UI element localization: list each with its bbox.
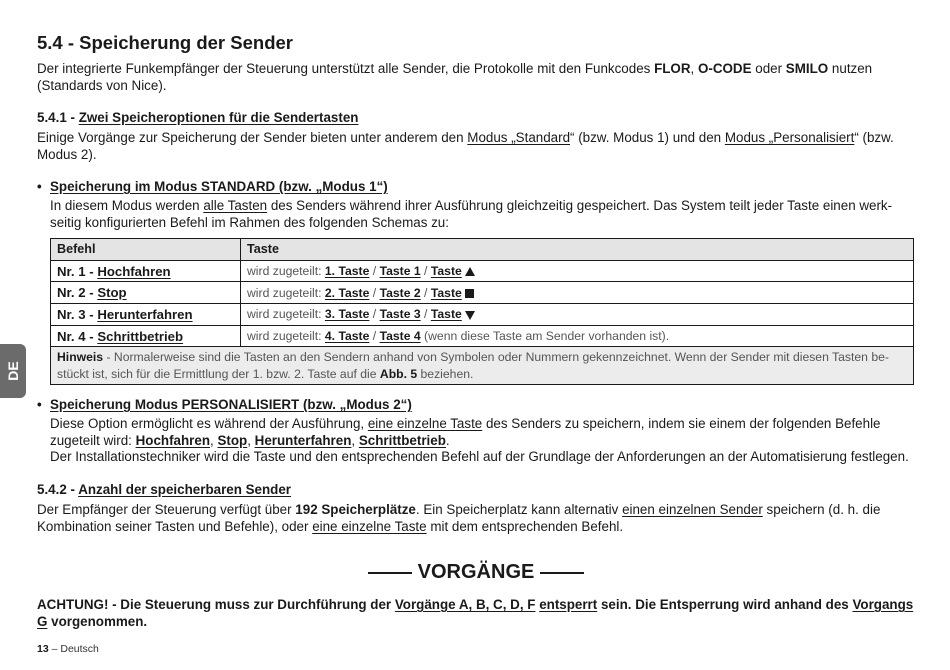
text: ACHTUNG! - Die Steuerung muss zur Durchführung der [37,597,395,612]
key-label: Taste 3 [379,307,421,322]
command-cell [51,260,241,282]
standard-mode-heading [37,179,388,194]
key-label: 1. Taste [324,264,370,279]
text: Einige Vorgänge zur Speicherung der Sender bieten unter anderem den [37,130,468,145]
personal-mode-title: Speicherung Modus PERSONALISIERT (bzw. „Modus 2“) [50,397,412,412]
table-note [51,347,914,385]
text: mit dem entsprechenden Befehl. [426,518,624,534]
code-smilo: SMILO [785,61,829,76]
bullet-icon: • [37,397,42,412]
assign-prefix: wird zugeteilt: [247,329,325,344]
text: des Senders während ihrer Ausführung gleichzeitig gespeichert. Das System teilt jeder Taste einen werkseitig konfigurierten Befehl im Rahmen des folgenden Schemas zu: [50,198,893,230]
warning-text [37,597,915,630]
command-name: Stop [97,285,127,301]
subsection-2-text [37,502,915,535]
personal-mode-text: Diese Option ermöglicht es während der Ausführung, eine einzelne Taste des Senders zu speichern, indem sie einem der folgenden Befehle zugeteilt wird: Hochfahren, Stop, Herunterfahren, Schrittbetrieb. Der Installationstechniker wird die Taste und den entsprechenden Befehl auf der Grundlage der Anforderungen an der Automatisierung festlegen. [50,416,909,464]
section-intro [37,61,915,94]
single-key-ref: eine einzelne Taste [312,518,427,534]
table-row [51,325,914,347]
heading-rule [540,572,584,574]
key-label: 3. Taste [324,307,370,322]
unlocked-ref: entsperrt [539,597,598,612]
command-number: Nr. 4 - [57,328,98,344]
table-row [51,304,914,326]
memory-slots: 192 Speicherplätze [295,502,416,517]
subsection-number: 5.4.1 - [37,110,79,125]
procedure-g-ref: Vorgangs G [37,597,914,629]
text: In diesem Modus werden [50,198,204,213]
key-assignment-table [50,238,914,385]
key-label: Taste [430,264,462,279]
intro-text: oder [751,61,786,76]
command-cell [51,304,241,326]
up-triangle-icon [465,267,475,276]
key-label: Taste 1 [379,264,421,279]
all-keys-ref: alle Tasten [203,198,268,213]
text: . Ein Speicherplatz kann alternativ [415,502,623,517]
down-triangle-icon [465,311,475,320]
language-tab-label: DE [5,361,21,381]
text: des Senders zu speichern, indem sie einem der folgenden Befehle zugeteilt wird: [50,416,881,448]
text: Der Installationstechniker wird die Taste und den entsprechenden Befehl auf der Grundlage der Anforderungen an der Automatisierung festlegen. [50,449,909,464]
language-tab [0,344,26,398]
mode-standard-ref: Modus „Standard [467,130,571,145]
intro-text: nutzen (Standards von Nice). [37,61,873,93]
text: speichern (d. h. die Kombination seiner Tasten und Befehle), oder [37,502,881,534]
assign-prefix: wird zugeteilt: [247,285,325,300]
subsection-title-text: Anzahl der speicherbaren Sender [78,482,292,497]
command-cell [51,325,241,347]
key-cell: wird zugeteilt: 2. Taste / Taste 2 / Taste [241,282,914,304]
single-key-ref: eine einzelne Taste [367,416,483,431]
command-ref: Stop [217,432,248,448]
text: vorgenommen. [47,613,148,629]
header-befehl: Befehl [51,239,241,261]
key-label: 4. Taste [324,329,370,344]
bullet-icon: • [37,179,42,194]
procedures-ref: Vorgänge A, B, C, D, F [394,597,536,612]
key-label: Taste [430,307,462,322]
section-title: 5.4 - Speicherung der Sender [37,32,293,53]
table-note-row [51,347,914,385]
assign-prefix: wird zugeteilt: [247,307,325,322]
key-label: Taste 2 [379,285,421,300]
subsection-1-title [37,110,358,125]
key-cell: wird zugeteilt: 3. Taste / Taste 3 / Taste [241,304,914,326]
note-label: Hinweis [57,350,104,365]
procedures-title: VORGÄNGE [417,561,535,583]
code-flor: FLOR [654,61,691,76]
intro-text: Der integrierte Funkempfänger der Steuerung unterstützt alle Sender, die Protokolle mit den Funkcodes [37,61,655,76]
command-ref: Schrittbetrieb [358,432,446,448]
command-ref: Herunterfahren [254,432,352,448]
key-note: (wenn diese Taste am Sender vorhanden ist). [420,329,670,344]
intro-text: , [690,61,698,76]
subsection-title-text: Zwei Speicheroptionen für die Sendertasten [78,110,359,125]
standard-mode-title: Speicherung im Modus STANDARD (bzw. „Modus 1“) [50,179,388,194]
standard-mode-text [50,198,915,231]
note-text: - Normalerweise sind die Tasten an den Sendern anhand von Symbolen oder Nummern gekennzeichnet. Wenn der Sender mit diesen Tasten bestückt ist, sich für die Ermittlung der 1. bzw. 2. Taste auf die [57,350,889,381]
key-cell: wird zugeteilt: 1. Taste / Taste 1 / Taste [241,260,914,282]
command-name: Herunterfahren [97,306,193,322]
table-row [51,260,914,282]
header-taste: Taste [241,239,914,261]
note-text: beziehen. [417,366,474,381]
command-name: Hochfahren [97,263,171,279]
footer-language: – Deutsch [48,643,99,655]
personal-mode-heading [37,397,412,412]
procedures-heading [37,561,915,584]
heading-rule [368,572,412,574]
square-icon [465,289,474,298]
text: “ (bzw. Modus 2). [37,130,894,162]
table-header-row [51,239,914,261]
command-number: Nr. 1 - [57,263,98,279]
text: Diese Option ermöglicht es während der Ausführung, [50,416,368,431]
text: “ (bzw. Modus 1) und den [570,130,725,145]
figure-ref: Abb. 5 [379,366,418,381]
page-footer [37,643,99,655]
key-label: Taste 4 [379,329,421,344]
command-number: Nr. 3 - [57,306,98,322]
code-ocode: O-CODE [697,61,752,76]
assign-prefix: wird zugeteilt: [247,264,325,279]
subsection-2-title [37,482,291,497]
key-label: 2. Taste [324,285,370,300]
text: Der Empfänger der Steuerung verfügt über [37,502,296,517]
command-cell [51,282,241,304]
command-name: Schrittbetrieb [97,328,184,344]
table-row [51,282,914,304]
subsection-1-text [37,130,915,163]
single-sender-ref: einen einzelnen Sender [622,502,763,517]
command-number: Nr. 2 - [57,285,98,301]
page-number: 13 [37,643,49,655]
command-ref: Hochfahren [135,432,210,448]
key-label: Taste [430,285,462,300]
mode-personal-ref: Modus „Personalisiert [724,130,855,145]
text: sein. Die Entsperrung wird anhand des [597,597,853,612]
subsection-number: 5.4.2 - [37,482,79,497]
key-cell: wird zugeteilt: 4. Taste / Taste 4 (wenn diese Taste am Sender vorhanden ist). [241,325,914,347]
